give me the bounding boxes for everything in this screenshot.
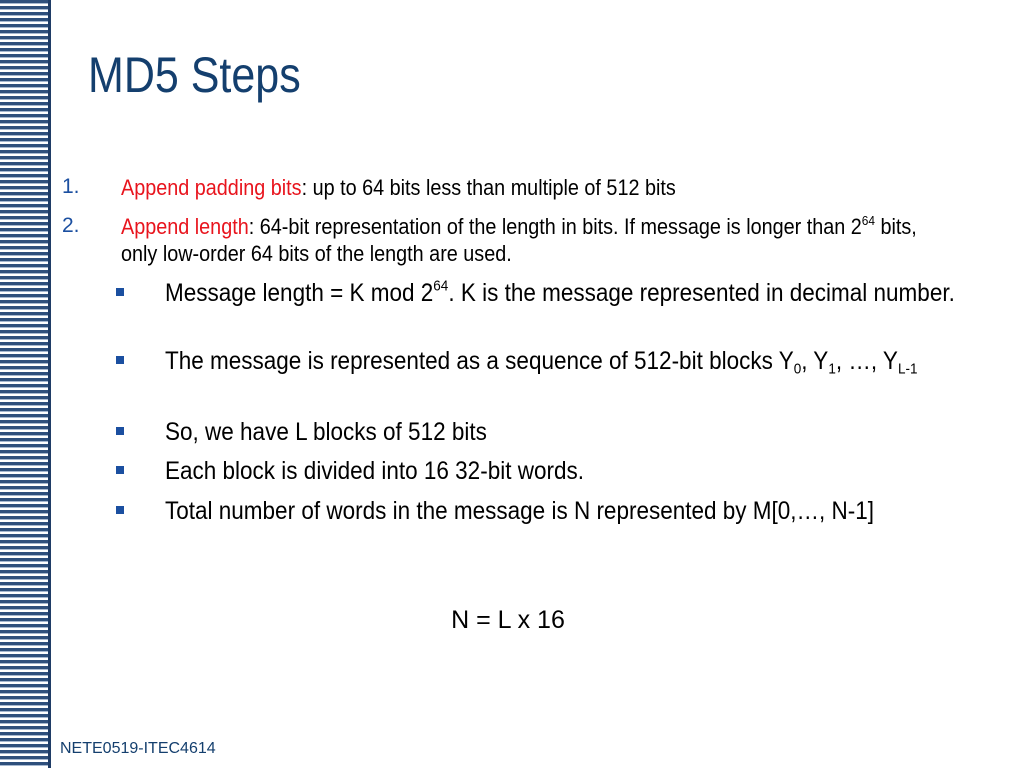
bullet-item-l-blocks: So, we have L blocks of 512 bits <box>165 418 487 446</box>
slide-title: MD5 Steps <box>88 47 301 103</box>
step-2-text: Append length: 64-bit representation of the length in bits. If message is longer than $2^{64}$ bits, only low-order 64 bits of the length are used. <box>121 212 917 266</box>
formula: N = L x 16 <box>451 606 565 634</box>
slide-footer: NETE0519-ITEC4614 <box>60 740 216 757</box>
bullet-item-blocks: The message is represented as a sequence of 512-bit blocks $Y_0$, $Y_1$, …, $Y_{L-1}$ <box>165 347 918 378</box>
step-2-highlight: Append length <box>121 214 249 239</box>
bullet-marker <box>116 506 124 514</box>
bullet-marker <box>116 288 124 296</box>
bullet-item-message-length: Message length = K mod $2^{64}$. K is the message represented in decimal number. <box>165 277 955 307</box>
step-1-body: : up to 64 bits less than multiple of 512 bits <box>301 175 676 200</box>
bullet-marker <box>116 466 124 474</box>
bullet-item-total-words: Total number of words in the message is N represented by M[0,…, N-1] <box>165 497 875 525</box>
bullet-marker <box>116 356 124 364</box>
stripe-edge-line <box>48 0 51 768</box>
decorative-stripe-bar <box>0 0 48 768</box>
step-1-text <box>121 174 886 201</box>
step-1-highlight: Append padding bits <box>121 175 302 200</box>
bullet-marker <box>116 427 124 435</box>
step-1-number: 1. <box>62 175 80 198</box>
step-2-number: 2. <box>62 214 80 237</box>
bullet-item-words: Each block is divided into 16 32-bit words. <box>165 457 584 485</box>
